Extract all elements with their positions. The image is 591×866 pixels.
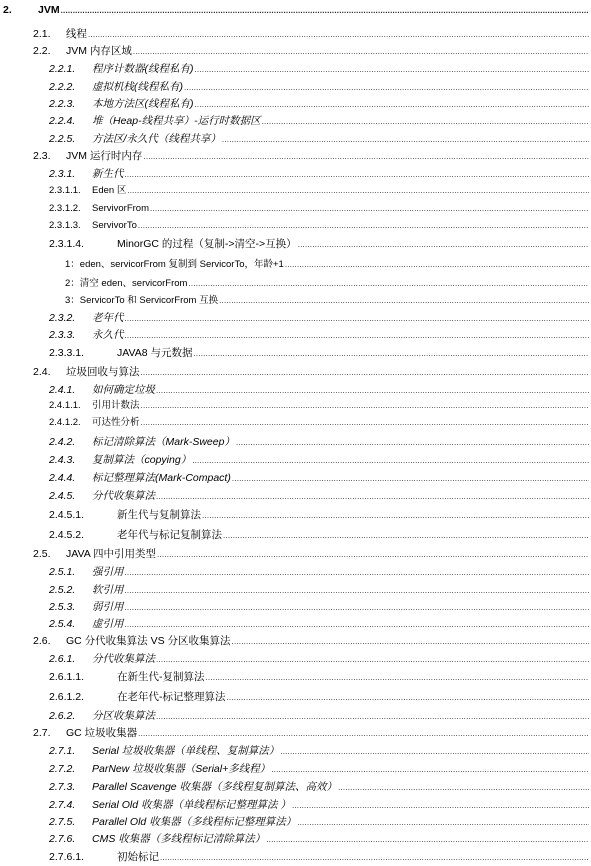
toc-entry-number: 2.3. <box>33 150 51 162</box>
toc-entry-line <box>92 131 589 148</box>
toc-entry-number: 2.3.1.1. <box>49 185 81 196</box>
toc-entry-number: 2.7. <box>33 727 51 739</box>
dot-leader <box>338 780 589 796</box>
dot-leader <box>184 80 589 96</box>
toc-entry-number: 2.6. <box>33 635 51 647</box>
dot-leader <box>125 328 590 344</box>
toc-entry-number: 2.5.3. <box>49 601 76 613</box>
toc-entry[interactable] <box>0 452 591 468</box>
toc-entry-number: 2.4.4. <box>49 472 76 484</box>
toc-entry-number: 2.2.4. <box>49 115 76 127</box>
toc-entry[interactable] <box>0 546 591 562</box>
toc-entry-number: 2.3.1. <box>49 168 76 180</box>
dot-leader <box>138 726 589 742</box>
dot-leader <box>160 850 589 866</box>
toc-entry[interactable] <box>0 434 591 450</box>
toc-entry-title: Parallel Old 收集器（多线程标记整理算法） <box>92 816 297 828</box>
toc-entry-line <box>117 527 589 544</box>
dot-leader <box>125 565 590 581</box>
toc-entry-line <box>92 327 589 344</box>
dot-leader <box>125 583 590 599</box>
dot-leader <box>222 132 589 148</box>
toc-entry-line <box>92 582 589 599</box>
toc-entry[interactable] <box>0 43 591 59</box>
toc-entry-number: 2.4.1. <box>49 384 76 396</box>
toc-entry-line <box>66 26 589 43</box>
toc-entry[interactable] <box>0 527 591 543</box>
toc-entry-number: 2.4.1.2. <box>49 417 81 428</box>
toc-entry-title: 3：ServicorTo 和 ServicorFrom 互换 <box>65 295 219 306</box>
toc-entry-title: 弱引用 <box>92 601 124 613</box>
toc-entry-number: 2.2.1. <box>49 63 76 75</box>
toc-entry[interactable] <box>0 293 591 309</box>
toc-entry[interactable] <box>0 708 591 724</box>
dot-leader <box>236 435 589 451</box>
toc-entry-title: MinorGC 的过程（复制->清空->互换） <box>117 238 297 250</box>
toc-entry-number: 2.2. <box>33 45 51 57</box>
toc-entry-title: CMS 收集器（多线程标记清除算法） <box>92 833 266 845</box>
dot-leader <box>125 600 590 616</box>
toc-entry-line <box>92 398 589 414</box>
dot-leader <box>157 547 589 563</box>
toc-entry-line <box>92 382 589 399</box>
toc-entry[interactable] <box>0 131 591 147</box>
dot-leader <box>219 293 589 309</box>
toc-entry-number: 2. <box>3 4 12 16</box>
toc-entry-line <box>92 470 589 487</box>
toc-entry[interactable] <box>0 725 591 741</box>
dot-leader <box>298 237 589 253</box>
toc-entry-line <box>92 113 589 130</box>
toc-entry[interactable] <box>0 415 591 431</box>
dot-leader <box>61 3 589 19</box>
toc-entry[interactable] <box>0 616 591 632</box>
toc-entry[interactable] <box>0 183 591 199</box>
toc-entry-line <box>92 831 589 848</box>
toc-entry[interactable] <box>0 651 591 667</box>
toc-entry-line <box>65 276 589 292</box>
dot-leader <box>206 670 590 686</box>
dot-leader <box>195 62 590 78</box>
toc-entry-title: 本地方法区(线程私有) <box>92 98 194 110</box>
toc-entry-line <box>66 148 589 165</box>
toc-entry-title: 虚拟机栈(线程私有) <box>92 81 183 93</box>
toc-entry-number: 2.3.3.1. <box>49 347 85 359</box>
toc-entry-number: 2.1. <box>33 28 51 40</box>
toc-entry[interactable] <box>0 166 591 182</box>
toc-entry-line <box>38 2 589 19</box>
toc-entry-number: 2.4.5. <box>49 490 76 502</box>
toc-entry-line <box>65 257 589 273</box>
toc-entry-number: 2.6.2. <box>49 710 76 722</box>
toc-entry-title: GC 分代收集算法 VS 分区收集算法 <box>66 635 231 647</box>
toc-entry-number: 2.2.3. <box>49 98 76 110</box>
toc-entry[interactable] <box>0 470 591 486</box>
dot-leader <box>156 383 589 399</box>
dot-leader <box>188 276 589 292</box>
toc-entry-line <box>117 849 589 866</box>
dot-leader <box>232 634 589 650</box>
toc-entry-number: 2.5.1. <box>49 566 76 578</box>
toc-entry-number: 2.7.6.1. <box>49 851 85 863</box>
toc-entry-title: Serial Old 收集器（单线程标记整理算法 ） <box>92 799 291 811</box>
toc-entry-line <box>92 616 589 633</box>
dot-leader <box>202 508 589 524</box>
toc-entry-title: 老年代与标记复制算法 <box>117 529 222 541</box>
toc-entry-line <box>66 364 589 381</box>
toc-entry[interactable] <box>0 779 591 795</box>
toc-entry-number: 2.6.1.1. <box>49 671 85 683</box>
toc-entry-line <box>92 779 589 796</box>
toc-entry-line <box>92 310 589 327</box>
toc-entry-line <box>92 708 589 725</box>
toc-entry-title: 如何确定垃圾 <box>92 384 155 396</box>
toc-entry-title: Serial 垃圾收集器（单线程、复制算法） <box>92 745 280 757</box>
toc-entry-line <box>66 546 589 563</box>
toc-entry-title: JVM 运行时内存 <box>66 150 143 162</box>
toc-entry-line <box>92 651 589 668</box>
dot-leader <box>223 528 589 544</box>
dot-leader <box>192 453 589 469</box>
dot-leader <box>127 183 589 199</box>
toc-entry[interactable] <box>0 201 591 217</box>
toc-entry-number: 2.2.2. <box>49 81 76 93</box>
toc-entry-title: 分代收集算法 <box>92 653 155 665</box>
toc-entry-number: 2.4. <box>33 366 51 378</box>
toc-entry-number: 2.7.1. <box>49 745 76 757</box>
dot-leader <box>280 744 589 760</box>
toc-entry[interactable] <box>0 310 591 326</box>
toc-entry-line <box>92 814 589 831</box>
toc-entry-title: 分区收集算法 <box>92 710 155 722</box>
toc-entry[interactable] <box>0 96 591 112</box>
dot-leader <box>141 365 590 381</box>
toc-entry-title: 线程 <box>66 28 87 40</box>
toc-entry-number: 2.5.4. <box>49 618 76 630</box>
toc-entry-number: 2.7.4. <box>49 799 76 811</box>
toc-entry-line <box>92 599 589 616</box>
toc-entry[interactable] <box>0 2 591 18</box>
dot-leader <box>156 489 589 505</box>
toc-entry-line <box>92 564 589 581</box>
toc-entry-title: 分代收集算法 <box>92 490 155 502</box>
toc-entry[interactable] <box>0 79 591 95</box>
toc-entry-number: 2.6.1.2. <box>49 691 85 703</box>
toc-entry[interactable] <box>0 582 591 598</box>
dot-leader <box>232 471 589 487</box>
toc-entry[interactable] <box>0 218 591 234</box>
toc-entry[interactable] <box>0 743 591 759</box>
dot-leader <box>138 218 589 234</box>
toc-entry-title: 堆（Heap-线程共享）-运行时数据区 <box>92 115 261 127</box>
toc-entry[interactable] <box>0 797 591 813</box>
toc-entry-title: 标记清除算法（Mark-Sweep） <box>92 436 235 448</box>
toc-entry-line <box>92 743 589 760</box>
toc-entry-title: 可达性分析 <box>92 417 140 428</box>
dot-leader <box>133 44 589 60</box>
toc-entry-title: 软引用 <box>92 584 124 596</box>
dot-leader <box>292 798 589 814</box>
toc-entry-title: ServivorTo <box>92 220 137 231</box>
toc-entry-title: 程序计数器(线程私有) <box>92 63 194 75</box>
toc-entry-number: 2.6.1. <box>49 653 76 665</box>
toc-entry-title: 垃圾回收与算法 <box>66 366 140 378</box>
toc-entry-line <box>92 183 589 199</box>
toc-entry[interactable] <box>0 633 591 649</box>
toc-entry-line <box>66 725 589 742</box>
dot-leader <box>297 815 589 831</box>
toc-entry-title: 在老年代-标记整理算法 <box>117 691 226 703</box>
toc-entry-title: 标记整理算法(Mark-Compact) <box>92 472 231 484</box>
toc-entry-number: 2.3.1.4. <box>49 238 85 250</box>
toc-entry-line <box>92 452 589 469</box>
toc-entry[interactable] <box>0 814 591 830</box>
toc-entry-title: ParNew 垃圾收集器（Serial+多线程） <box>92 763 271 775</box>
dot-leader <box>193 346 589 362</box>
toc-entry[interactable] <box>0 488 591 504</box>
toc-entry-title: JVM <box>38 4 60 16</box>
dot-leader <box>266 832 589 848</box>
dot-leader <box>141 415 589 431</box>
toc-entry[interactable] <box>0 564 591 580</box>
dot-leader <box>262 114 589 130</box>
toc-entry-line <box>92 166 589 183</box>
toc-entry-line <box>66 633 589 650</box>
toc-entry[interactable] <box>0 689 591 705</box>
toc-entry-number: 2.3.2. <box>49 312 76 324</box>
toc-entry[interactable] <box>0 61 591 77</box>
toc-entry-number: 2.3.1.2. <box>49 203 81 214</box>
toc-entry[interactable] <box>0 257 591 273</box>
toc-entry-title: 虚引用 <box>92 618 124 630</box>
dot-leader <box>143 149 589 165</box>
dot-leader <box>125 311 590 327</box>
toc-entry-number: 2.7.5. <box>49 816 76 828</box>
toc-entry-title: ServivorFrom <box>92 203 150 214</box>
toc-entry-number: 2.3.3. <box>49 329 76 341</box>
toc-entry[interactable] <box>0 599 591 615</box>
toc-entry-number: 2.7.2. <box>49 763 76 775</box>
dot-leader <box>156 652 589 668</box>
dot-leader <box>156 709 589 725</box>
toc-entry-title: JAVA 四中引用类型 <box>66 548 157 560</box>
toc-entry[interactable] <box>0 236 591 252</box>
toc-entry-title: 2：清空 eden、servicorFrom <box>65 278 188 289</box>
toc-entry-line <box>92 201 589 217</box>
toc-entry-number: 2.4.3. <box>49 454 76 466</box>
toc-entry[interactable] <box>0 327 591 343</box>
toc-entry[interactable] <box>0 382 591 398</box>
toc-entry-number: 2.2.5. <box>49 133 76 145</box>
toc-entry-line <box>92 218 589 234</box>
toc-entry-title: JVM 内存区域 <box>66 45 132 57</box>
toc-entry-title: 新生代 <box>92 168 124 180</box>
toc-entry[interactable] <box>0 669 591 685</box>
toc-entry[interactable] <box>0 364 591 380</box>
toc-entry-title: 在新生代-复制算法 <box>117 671 205 683</box>
dot-leader <box>285 257 589 273</box>
toc-entry[interactable] <box>0 26 591 42</box>
toc-entry-line <box>92 415 589 431</box>
dot-leader <box>150 201 589 217</box>
toc-entry[interactable] <box>0 276 591 292</box>
toc-entry-title: Parallel Scavenge 收集器（多线程复制算法、高效） <box>92 781 338 793</box>
toc-entry-line <box>92 434 589 451</box>
dot-leader <box>141 398 589 414</box>
toc-entry-number: 2.3.1.3. <box>49 220 81 231</box>
toc-entry-title: GC 垃圾收集器 <box>66 727 138 739</box>
toc-entry-title: 新生代与复制算法 <box>117 509 201 521</box>
toc-entry-line <box>117 236 589 253</box>
toc-entry-title: 老年代 <box>92 312 124 324</box>
dot-leader <box>88 27 589 43</box>
toc-entry[interactable] <box>0 113 591 129</box>
toc-entry-line <box>92 79 589 96</box>
toc-entry-title: 初始标记 <box>117 851 159 863</box>
toc-entry-number: 2.4.2. <box>49 436 76 448</box>
toc-entry-line <box>65 293 589 309</box>
dot-leader <box>195 97 590 113</box>
toc-entry-title: 复制算法（copying） <box>92 454 192 466</box>
toc-entry-number: 2.4.5.1. <box>49 509 85 521</box>
toc-entry-number: 2.7.6. <box>49 833 76 845</box>
toc-entry-line <box>92 61 589 78</box>
toc-entry-number: 2.5.2. <box>49 584 76 596</box>
toc-entry-number: 2.4.1.1. <box>49 400 81 411</box>
toc-entry[interactable] <box>0 831 591 847</box>
toc-entry-line <box>92 488 589 505</box>
dot-leader <box>125 167 590 183</box>
toc-entry-line <box>92 761 589 778</box>
toc-entry-line <box>117 689 589 706</box>
toc-entry-line <box>117 507 589 524</box>
toc-entry-title: Eden 区 <box>92 185 127 196</box>
toc-entry-title: JAVA8 与元数据 <box>117 347 193 359</box>
dot-leader <box>227 690 590 706</box>
toc-entry[interactable] <box>0 148 591 164</box>
toc-entry-line <box>66 43 589 60</box>
toc-entry[interactable] <box>0 507 591 523</box>
dot-leader <box>125 617 590 633</box>
toc-entry-line <box>117 345 589 362</box>
toc-entry-number: 2.4.5.2. <box>49 529 85 541</box>
toc-entry-title: 方法区/永久代（线程共享） <box>92 133 221 145</box>
toc-entry-number: 2.5. <box>33 548 51 560</box>
toc-entry[interactable] <box>0 345 591 361</box>
toc-entry-title: 强引用 <box>92 566 124 578</box>
toc-entry-line <box>92 96 589 113</box>
dot-leader <box>271 762 589 778</box>
toc-entry-line <box>92 797 589 814</box>
toc-entry-title: 永久代 <box>92 329 124 341</box>
toc-entry-title: 1：eden、servicorFrom 复制到 ServicorTo，年龄+1 <box>65 259 284 270</box>
toc-entry-title: 引用计数法 <box>92 400 140 411</box>
toc-entry-number: 2.7.3. <box>49 781 76 793</box>
toc-entry[interactable] <box>0 761 591 777</box>
toc-entry-line <box>117 669 589 686</box>
toc-entry[interactable] <box>0 398 591 414</box>
